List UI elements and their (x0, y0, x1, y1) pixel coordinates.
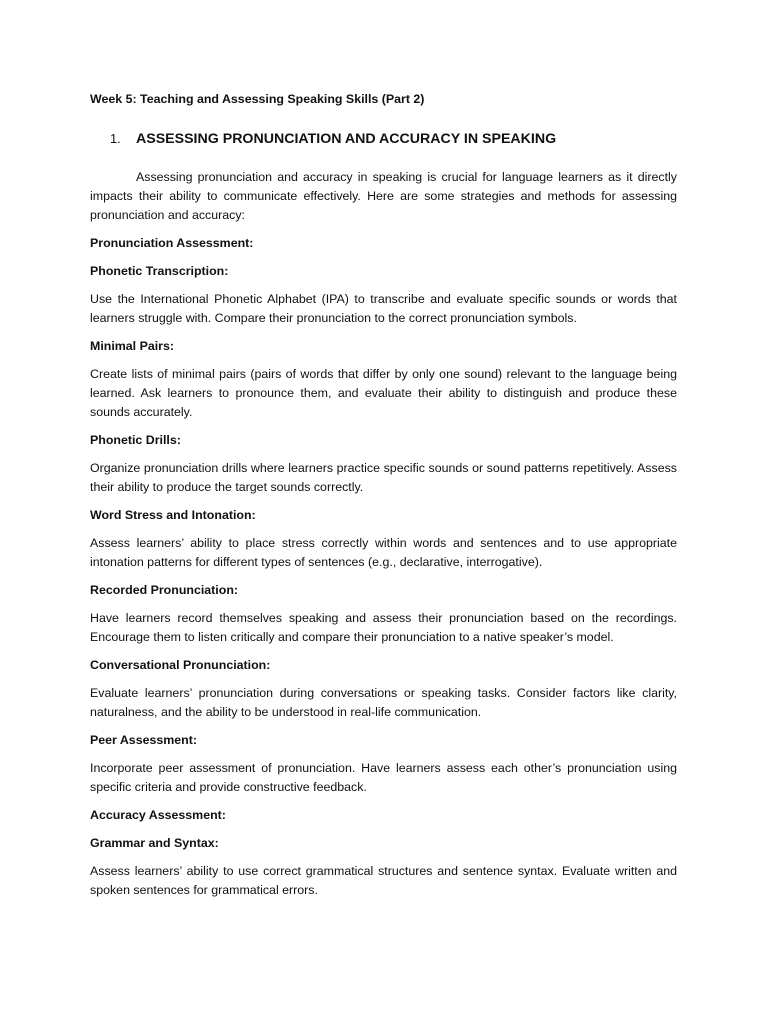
paragraph: Organize pronunciation drills where learners practice specific sounds or sound patterns repetitively. Assess their ability to produce the target sounds correctly. (90, 461, 677, 494)
subheading: Phonetic Transcription: (90, 264, 229, 278)
subheading: Minimal Pairs: (90, 339, 175, 353)
content-blocks (90, 234, 677, 900)
subheading: Conversational Pronunciation: (90, 658, 271, 672)
subheading: Recorded Pronunciation: (90, 583, 239, 597)
subheading: Accuracy Assessment: (90, 808, 226, 822)
paragraph: Have learners record themselves speaking and assess their pronunciation based on the recordings. Encourage them to listen critically and compare their pronunciation to a native speaker’s model. (90, 611, 677, 644)
document-title: Week 5: Teaching and Assessing Speaking Skills (Part 2) (90, 92, 425, 106)
section-heading (110, 129, 677, 149)
subheading: Word Stress and Intonation: (90, 508, 256, 522)
subheading: Phonetic Drills: (90, 433, 181, 447)
document-page (90, 90, 677, 909)
paragraph: Evaluate learners’ pronunciation during conversations or speaking tasks. Consider factors like clarity, naturalness, and the ability to be understood in real-life communication. (90, 686, 677, 719)
paragraph: Assess learners’ ability to use correct grammatical structures and sentence syntax. Evaluate written and spoken sentences for grammatical errors. (90, 864, 677, 897)
intro-paragraph: Assessing pronunciation and accuracy in speaking is crucial for language learners as it directly impacts their ability to communicate effectively. Here are some strategies and methods for assessing pronunciation and accuracy: (90, 170, 677, 222)
section-heading-text: ASSESSING PRONUNCIATION AND ACCURACY IN SPEAKING (136, 131, 557, 147)
subheading: Pronunciation Assessment: (90, 236, 254, 250)
paragraph: Use the International Phonetic Alphabet (IPA) to transcribe and evaluate specific sounds or words that learners struggle with. Compare their pronunciation to the correct pronunciation symbols. (90, 292, 677, 325)
paragraph: Create lists of minimal pairs (pairs of words that differ by only one sound) relevant to the language being learned. Ask learners to pronounce them, and evaluate their ability to distinguish and produce these sounds accurately. (90, 367, 677, 419)
subheading: Peer Assessment: (90, 733, 197, 747)
paragraph: Assess learners’ ability to place stress correctly within words and sentences and to use appropriate intonation patterns for different types of sentences (e.g., declarative, interrogative). (90, 536, 677, 569)
section-number: 1. (110, 131, 121, 146)
paragraph: Incorporate peer assessment of pronunciation. Have learners assess each other’s pronunciation using specific criteria and provide constructive feedback. (90, 761, 677, 794)
subheading: Grammar and Syntax: (90, 836, 219, 850)
